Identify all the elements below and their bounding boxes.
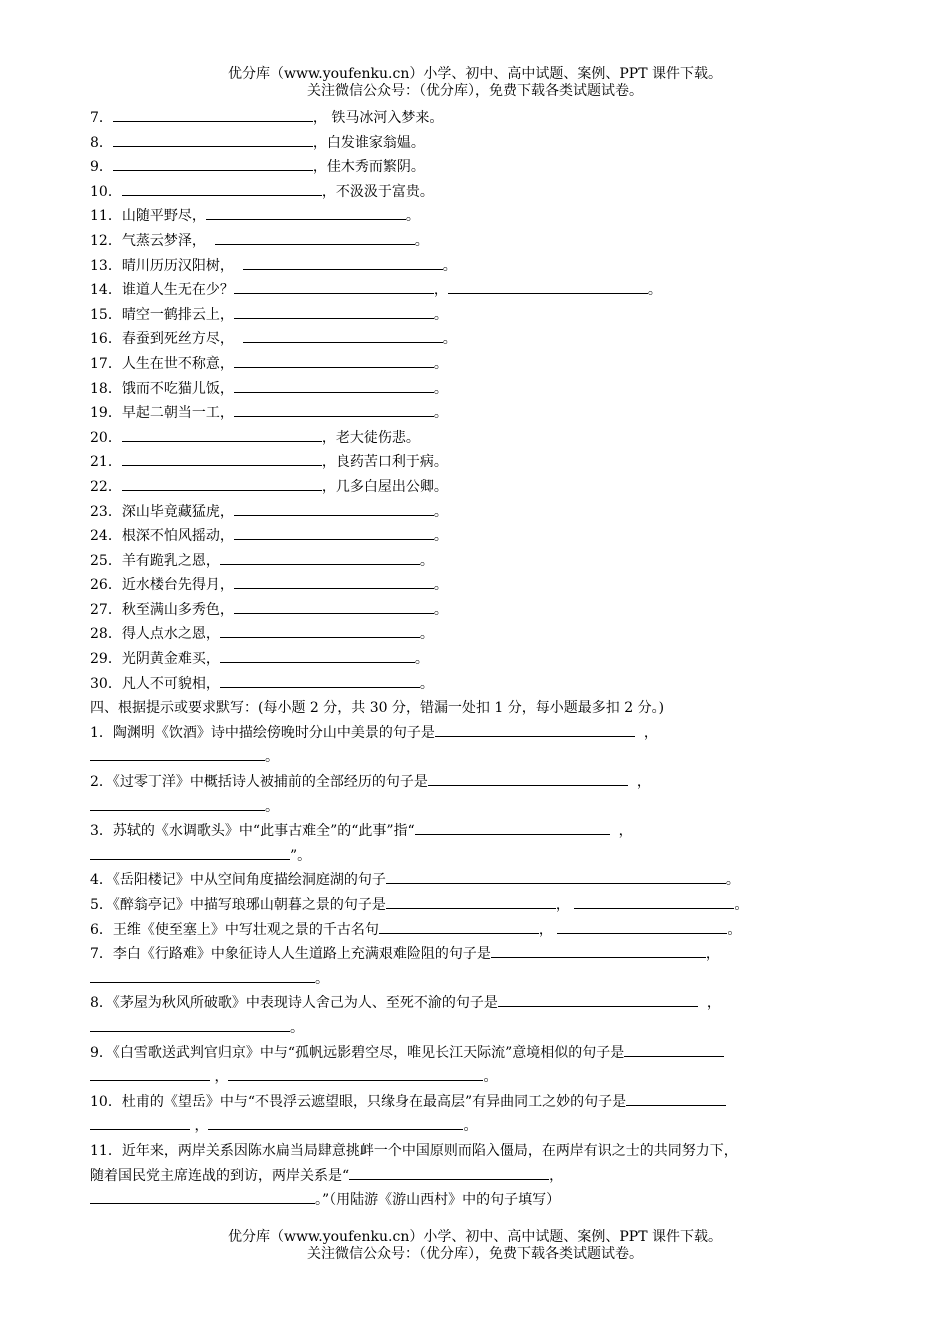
answer-blank[interactable]: [90, 795, 265, 811]
q4-1: 1．陶渊明《饮酒》诗中描绘傍晚时分山中美景的句子是 ，: [90, 721, 870, 746]
answer-blank[interactable]: [234, 377, 434, 393]
q3-17: 17．人生在世不称意， 。: [90, 352, 870, 377]
answer-blank[interactable]: [624, 1041, 724, 1057]
q3-22: 22． ，几多白屋出公卿。: [90, 475, 870, 500]
q4-8: 8．《茅屋为秋风所破歌》中表现诗人舍己为人、至死不渝的句子是 ，: [90, 991, 870, 1016]
answer-blank[interactable]: [379, 918, 539, 934]
answer-blank[interactable]: [206, 204, 406, 220]
q3-15: 15．晴空一鹤排云上， 。: [90, 303, 870, 328]
q3-26: 26．近水楼台先得月， 。: [90, 573, 870, 598]
answer-blank[interactable]: [220, 549, 420, 565]
answer-blank[interactable]: [234, 401, 434, 417]
q3-18: 18．饿而不吃猫儿饭， 。: [90, 377, 870, 402]
answer-blank[interactable]: [90, 1188, 315, 1204]
answer-blank[interactable]: [220, 647, 415, 663]
page-footer: [0, 1229, 950, 1263]
q3-12: 12．气蒸云梦泽， 。: [90, 229, 870, 254]
answer-blank[interactable]: [243, 327, 443, 343]
answer-blank[interactable]: [90, 1065, 210, 1081]
q4-10: 10．杜甫的《望岳》中与“不畏浮云遮望眼，只缘身在最高层”有异曲同工之妙的句子是: [90, 1090, 870, 1115]
q3-23: 23．深山毕竟藏猛虎， 。: [90, 500, 870, 525]
answer-blank[interactable]: [234, 352, 434, 368]
q3-9: 9． ，佳木秀而繁阴。: [90, 155, 870, 180]
answer-blank[interactable]: [574, 893, 734, 909]
header-line-1: 优分库（www.youfenku.cn）小学、初中、高中试题、案例、PPT 课件下载。: [227, 66, 722, 82]
answer-blank[interactable]: [448, 278, 648, 294]
answer-blank[interactable]: [90, 745, 265, 761]
q3-25: 25．羊有跪乳之恩， 。: [90, 549, 870, 574]
footer-line-2: 关注微信公众号：（优分库），免费下载各类试题试卷。: [307, 1246, 643, 1262]
answer-blank[interactable]: [498, 991, 698, 1007]
answer-blank[interactable]: [90, 844, 290, 860]
question-body: 7． ， 铁马冰河入梦来。 8． ，白发谁家翁媪。 9． ，佳木秀而繁阴。 10． ，不汲汲于富贵。 11．山随平野尽， 。 12．气蒸云梦泽， 。 13．晴川历历汉阳树， 。 14．谁道人生无在少？ ， 。 15．晴空一鹤排云上， 。 16．春蚕到死丝方尽， 。 17．人生在世不称意， 。 18．饿而不吃猫儿饭， 。 19．早起二朝当一工， 。 20． ，老大徒伤悲。 21． ，良药苦口利于病。 22． ，几多白屋出公卿。 23．深山毕竟藏猛虎， 。 24．根深不怕风摇动， 。 25．羊有跪乳之恩， 。 26．近水楼台先得月， 。 27．秋至满山多秀色， 。 28．得人点水之恩， 。 29．光阴黄金难买， 。 30．凡人不可貌相， 。 四、根据提示或要求默写：(每小题 2 分，共 30 分，错漏一处扣 1 分，每小题最多扣 2 分。) 1．陶渊明《饮酒》诗中描绘傍晚时分山中美景的句子是 ， 。 2．《过零丁洋》中概括诗人被捕前的全部经历的句子是 ， 。 3．苏轼的《水调歌头》中“此事古难全”的“此事”指“ ， ”。 4．《岳阳楼记》中从空间角度描绘洞庭湖的句子 。 5．《醉翁亭记》中描写琅琊山朝暮之景的句子是 ， 。 6．王维《使至塞上》中写壮观之景的千古名句 ， 。 7．李白《行路难》中象征诗人人生道路上充满艰难险阻的句子是 ， 。 8．《茅屋为秋风所破歌》中表现诗人舍己为人、至死不渝的句子是 ， 。 9．《白雪歌送武判官归京》中与“孤帆远影碧空尽，唯见长江天际流”意境相似的句子是 ， 。 10．杜甫的《望岳》中与“不畏浮云遮望眼，只缘身在最高层”有异曲同工之妙的句子是 ， 。 11．近年来，两岸关系因陈水扁当局肆意挑衅一个中国原则而陷入僵局，在两岸有识之士的共同努力下， 随着国民党主席连战的到访，两岸关系是“ ， 。”（用陆游《游山西村》中的句子填写）: [90, 106, 870, 1213]
q3-24: 24．根深不怕风摇动， 。: [90, 524, 870, 549]
answer-blank[interactable]: [386, 893, 556, 909]
q3-30: 30．凡人不可貌相， 。: [90, 672, 870, 697]
answer-blank[interactable]: [415, 819, 610, 835]
q4-2: 2．《过零丁洋》中概括诗人被捕前的全部经历的句子是 ，: [90, 770, 870, 795]
q3-20: 20． ，老大徒伤悲。: [90, 426, 870, 451]
answer-blank[interactable]: [228, 1065, 483, 1081]
q3-28: 28．得人点水之恩， 。: [90, 622, 870, 647]
q3-10: 10． ，不汲汲于富贵。: [90, 180, 870, 205]
answer-blank[interactable]: [90, 1016, 290, 1032]
answer-blank[interactable]: [349, 1164, 549, 1180]
answer-blank[interactable]: [234, 573, 434, 589]
answer-blank[interactable]: [234, 500, 434, 516]
answer-blank[interactable]: [113, 155, 313, 171]
answer-blank[interactable]: [220, 672, 420, 688]
answer-blank[interactable]: [234, 303, 434, 319]
q3-8: 8． ，白发谁家翁媪。: [90, 131, 870, 156]
answer-blank[interactable]: [435, 721, 635, 737]
answer-blank[interactable]: [386, 868, 726, 884]
q3-27: 27．秋至满山多秀色， 。: [90, 598, 870, 623]
answer-blank[interactable]: [234, 278, 434, 294]
answer-blank[interactable]: [234, 524, 434, 540]
q3-16: 16．春蚕到死丝方尽， 。: [90, 327, 870, 352]
answer-blank[interactable]: [234, 598, 434, 614]
answer-blank[interactable]: [208, 1114, 463, 1130]
answer-blank[interactable]: [113, 131, 313, 147]
answer-blank[interactable]: [122, 180, 322, 196]
header-line-2: 关注微信公众号：（优分库），免费下载各类试题试卷。: [307, 83, 643, 99]
q4-5: 5．《醉翁亭记》中描写琅琊山朝暮之景的句子是 ， 。: [90, 893, 870, 918]
footer-line-1: 优分库（www.youfenku.cn）小学、初中、高中试题、案例、PPT 课件下载。: [227, 1229, 722, 1245]
answer-blank[interactable]: [557, 918, 727, 934]
q4-7: 7．李白《行路难》中象征诗人人生道路上充满艰难险阻的句子是 ，: [90, 942, 870, 967]
q4-4: 4．《岳阳楼记》中从空间角度描绘洞庭湖的句子 。: [90, 868, 870, 893]
q3-7: 7． ， 铁马冰河入梦来。: [90, 106, 870, 131]
answer-blank[interactable]: [90, 967, 315, 983]
answer-blank[interactable]: [428, 770, 628, 786]
answer-blank[interactable]: [113, 106, 313, 122]
answer-blank[interactable]: [122, 426, 322, 442]
page-header: [0, 66, 950, 100]
q4-3: 3．苏轼的《水调歌头》中“此事古难全”的“此事”指“ ，: [90, 819, 870, 844]
answer-blank[interactable]: [626, 1090, 726, 1106]
q3-13: 13．晴川历历汉阳树， 。: [90, 254, 870, 279]
answer-blank[interactable]: [122, 450, 322, 466]
q4-9: 9．《白雪歌送武判官归京》中与“孤帆远影碧空尽，唯见长江天际流”意境相似的句子是: [90, 1041, 870, 1066]
answer-blank[interactable]: [220, 622, 420, 638]
answer-blank[interactable]: [243, 254, 443, 270]
answer-blank[interactable]: [122, 475, 322, 491]
q3-11: 11．山随平野尽， 。: [90, 204, 870, 229]
answer-blank[interactable]: [90, 1114, 190, 1130]
q3-21: 21． ，良药苦口利于病。: [90, 450, 870, 475]
q3-29: 29．光阴黄金难买， 。: [90, 647, 870, 672]
q4-6: 6．王维《使至塞上》中写壮观之景的千古名句 ， 。: [90, 918, 870, 943]
q3-14: 14．谁道人生无在少？ ， 。: [90, 278, 870, 303]
answer-blank[interactable]: [491, 942, 706, 958]
section-4-title: 四、根据提示或要求默写：(每小题 2 分，共 30 分，错漏一处扣 1 分，每小题最多扣 2 分。): [90, 700, 665, 717]
answer-blank[interactable]: [215, 229, 415, 245]
q4-11: 11．近年来，两岸关系因陈水扁当局肆意挑衅一个中国原则而陷入僵局，在两岸有识之士的共同努力下，: [90, 1142, 738, 1159]
q3-19: 19．早起二朝当一工， 。: [90, 401, 870, 426]
